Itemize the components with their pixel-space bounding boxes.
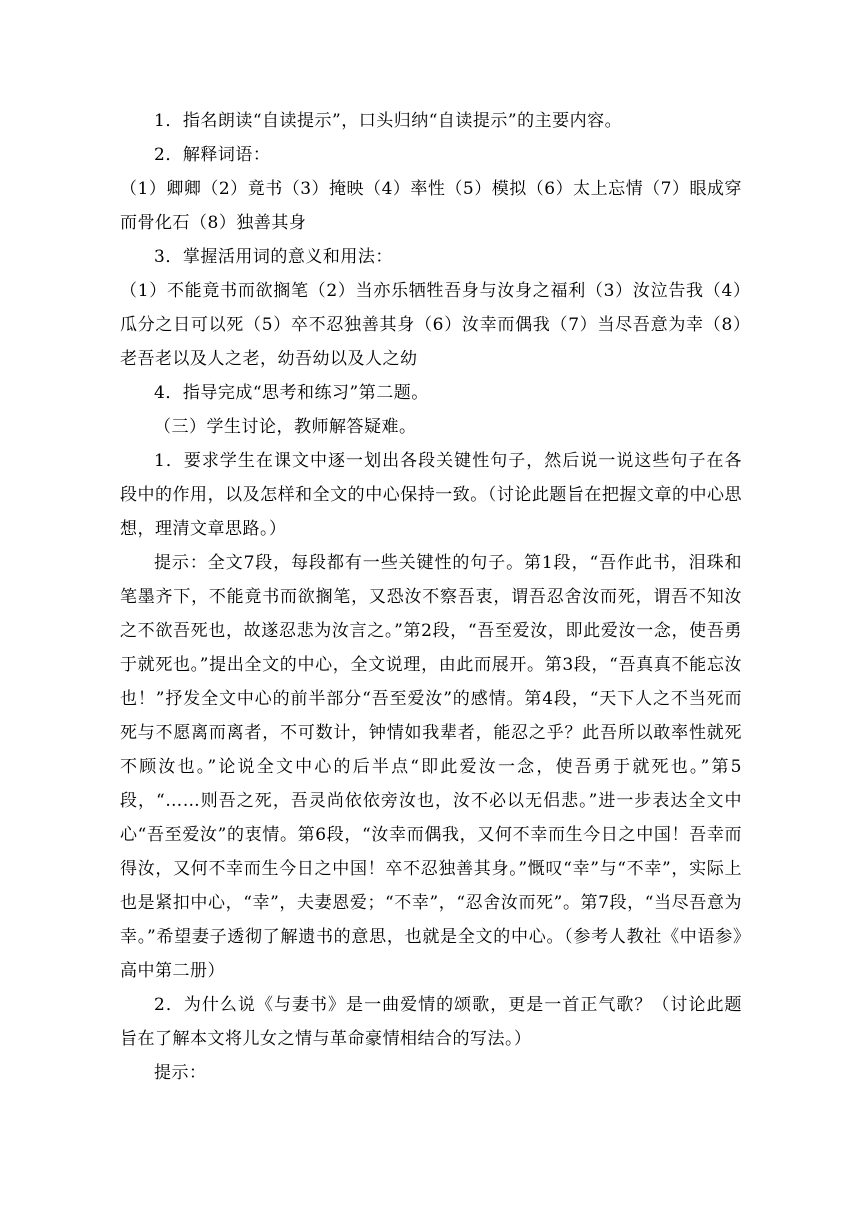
paragraph-5: （1）不能竟书而欲搁笔（2）当亦乐牺牲吾身与汝身之福利（3）汝泣告我（4）瓜分之日可以死（5）卒不忍独善其身（6）汝幸而偶我（7）当尽吾意为幸（8）老吾老以及人之老，幼吾幼以及人之幼 (120, 281, 742, 369)
paragraph-7: （三）学生讨论，教师解答疑难。 (154, 417, 417, 437)
paragraph-2: 2．解释词语： (154, 145, 271, 165)
document-body (120, 104, 742, 1090)
paragraph-9: 提示：全文7段，每段都有一些关键性的句子。第1段，“吾作此书，泪珠和笔墨齐下，不能竟书而欲搁笔，又恐汝不察吾衷，谓吾忍舍汝而死，谓吾不知汝之不欲吾死也，故遂忍悲为汝言之。”第2段，“吾至爱汝，即此爱汝一念，使吾勇于就死也。”提出全文的中心，全文说理，由此而展开。第3段，“吾真真不能忘汝也！”抒发全文中心的前半部分“吾至爱汝”的感情。第4段，“天下人之不当死而死与不愿离而离者，不可数计，钟情如我辈者，能忍之乎？此吾所以敢率性就死不顾汝也。”论说全文中心的后半点“即此爱汝一念，使吾勇于就死也。”第5段，“……则吾之死，吾灵尚依依旁汝也，汝不必以无侣悲。”进一步表达全文中心“吾至爱汝”的衷情。第6段，“汝幸而偶我，又何不幸而生今日之中国！吾幸而得汝，又何不幸而生今日之中国！卒不忍独善其身。”慨叹“幸”与“不幸”，实际上也是紧扣中心，“幸”，夫妻恩爱；“不幸”，“忍舍汝而死”。第7段，“当尽吾意为幸。”希望妻子透彻了解遗书的意思，也就是全文的中心。（参考人教社《中语参》高中第二册） (120, 553, 742, 981)
paragraph-1: 1．指名朗读“自读提示”，口头归纳“自读提示”的主要内容。 (154, 111, 623, 131)
paragraph-6: 4．指导完成“思考和练习”第二题。 (154, 383, 429, 403)
paragraph-10: 2．为什么说《与妻书》是一曲爱情的颂歌，更是一首正气歌？（讨论此题旨在了解本文将儿女之情与革命豪情相结合的写法。） (120, 995, 742, 1049)
paragraph-3: （1）卿卿（2）竟书（3）掩映（4）率性（5）模拟（6）太上忘情（7）眼成穿而骨化石（8）独善其身 (120, 179, 742, 233)
paragraph-8: 1．要求学生在课文中逐一划出各段关键性句子，然后说一说这些句子在各段中的作用，以及怎样和全文的中心保持一致。（讨论此题旨在把握文章的中心思想，理清文章思路。） (120, 451, 742, 539)
paragraph-4: 3．掌握活用词的意义和用法： (154, 247, 393, 267)
paragraph-11: 提示： (154, 1063, 207, 1083)
